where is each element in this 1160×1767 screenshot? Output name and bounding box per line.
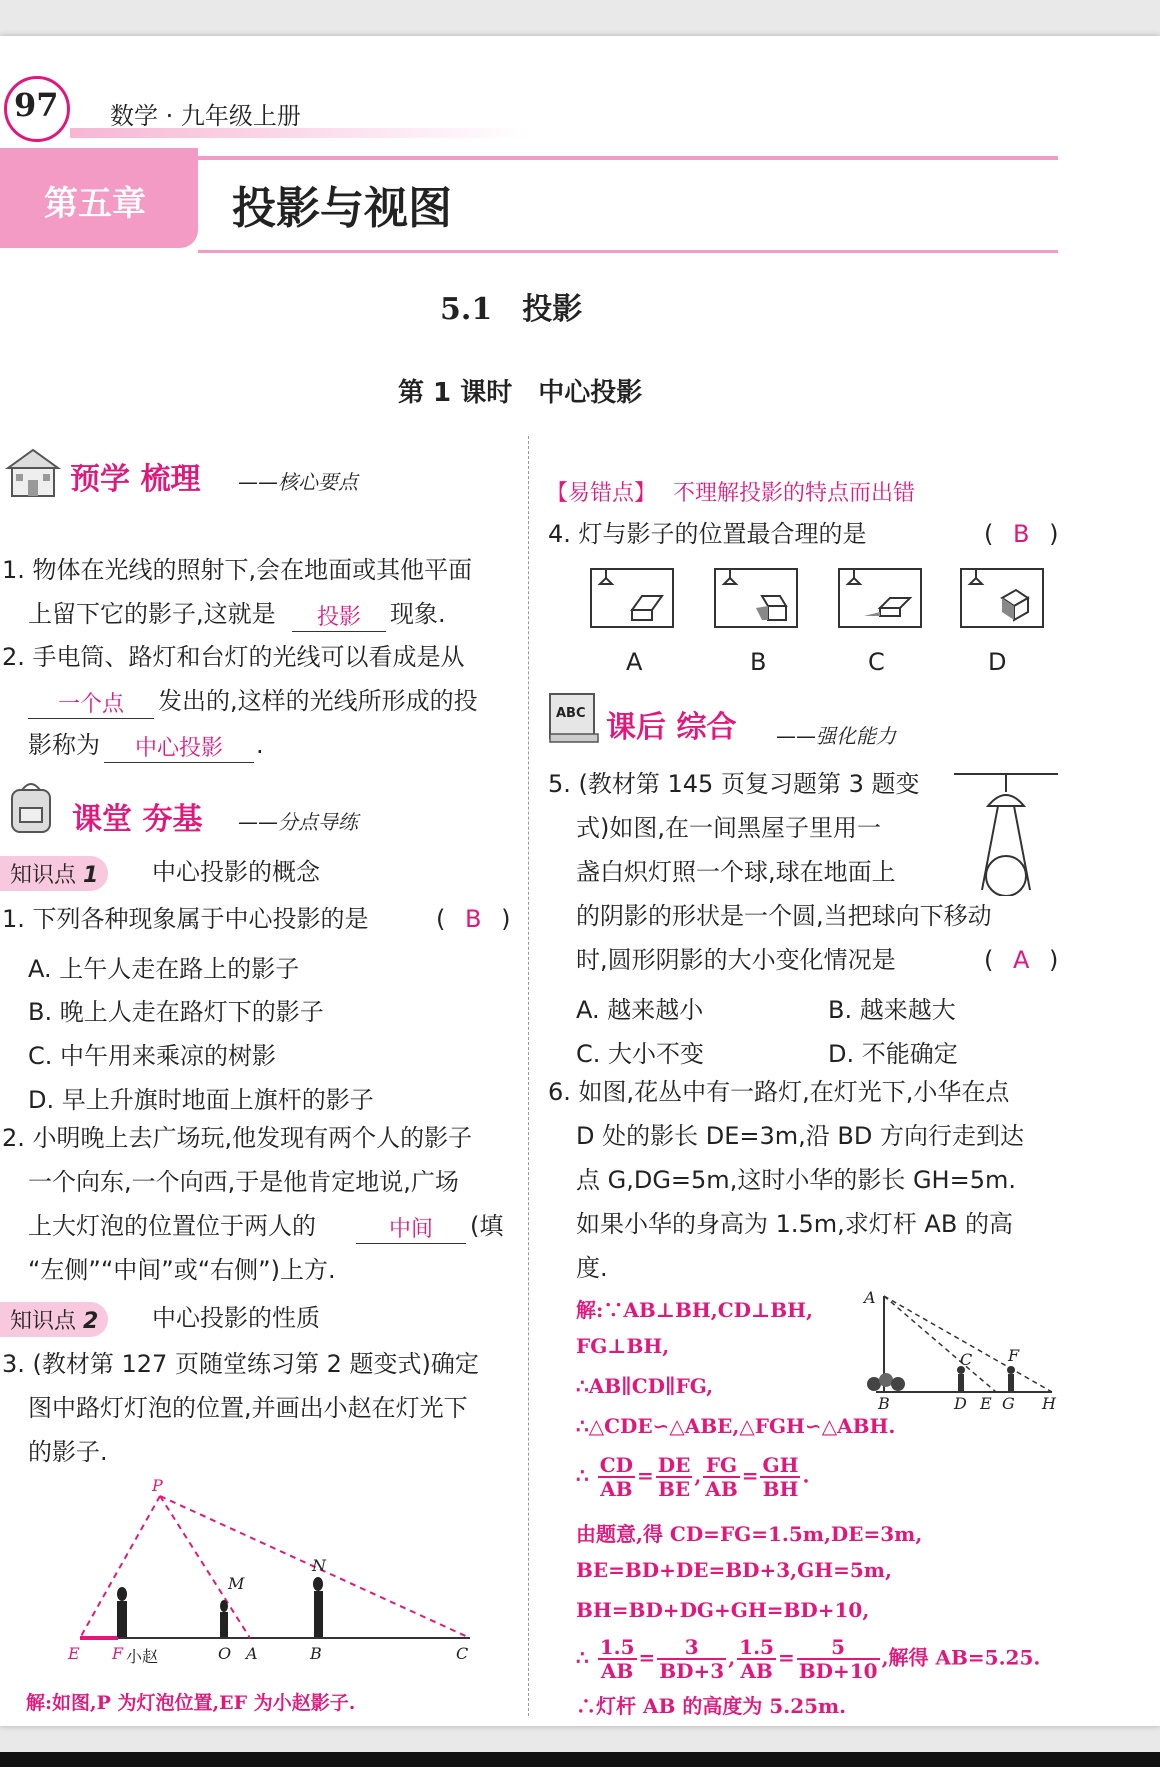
q3-label-p: P (152, 1476, 163, 1495)
q5-line5: 时,圆形阴影的大小变化情况是 (576, 946, 896, 974)
q2-line4: “左侧”“中间”或“右侧”)上方. (28, 1256, 336, 1284)
q3-solution: 解:如图,P 为灯泡位置,EF 为小赵影子. (26, 1692, 356, 1714)
lesson-title: 第 1 课时 中心投影 (398, 378, 643, 408)
q6-line3: 点 G,DG=5m,这时小华的影长 GH=5m. (576, 1166, 1016, 1194)
textbook-page (0, 36, 1160, 1726)
q3-label-c: C (456, 1644, 469, 1663)
q4-figure-d (960, 568, 1044, 628)
q6-label-h: H (1042, 1394, 1056, 1413)
q6-label-e: E (980, 1394, 992, 1413)
q3-label-f: F (112, 1644, 124, 1663)
q2-line2: 一个向东,一个向西,于是他肯定地说,广场 (28, 1168, 459, 1196)
q4-label-c: C (868, 648, 885, 676)
q1-option-b: B. 晚上人走在路灯下的影子 (28, 998, 324, 1026)
page-number: 97 (14, 86, 59, 124)
preview-subtitle: ——核心要点 (238, 470, 358, 494)
section-title: 5.1 投影 (440, 292, 583, 327)
q5-option-c: C. 大小不变 (576, 1040, 705, 1068)
preview-item-2-line1: 2. 手电筒、路灯和台灯的光线可以看成是从 (2, 643, 465, 671)
preview-item-2-line2: 发出的,这样的光线所形成的投 (158, 687, 478, 715)
q6-line4: 如果小华的身高为 1.5m,求灯杆 AB 的高 (576, 1210, 1013, 1238)
q5-line4: 的阴影的形状是一个圆,当把球向下移动 (576, 902, 992, 930)
q6-solution-equation: ∴ $\frac{1.5}{AB}$ = $\frac{3}{BD+3}$ , $\frac{1.5}{AB}$ = $\frac{5}{BD+10}$ ,解得 AB=5.25. (576, 1635, 1041, 1683)
q1-option-c: C. 中午用来乘凉的树影 (28, 1042, 277, 1070)
q3-line3: 的影子. (28, 1438, 108, 1466)
q3-label-m: M (228, 1574, 245, 1593)
knowledge-point-2-tag: 知识点 2 (0, 1302, 108, 1337)
q6-solution-conclusion: ∴灯杆 AB 的高度为 5.25m. (576, 1694, 847, 1718)
q3-line1: 3. (教材第 127 页随堂练习第 2 题变式)确定 (2, 1350, 479, 1378)
q2-answer: 中间 (356, 1212, 466, 1244)
knowledge-point-2-title: 中心投影的性质 (152, 1304, 320, 1332)
chapter-title: 投影与视图 (232, 183, 452, 234)
q1-option-d: D. 早上升旗时地面上旗杆的影子 (28, 1086, 374, 1114)
column-divider (528, 436, 529, 1716)
preview-item-2-answer1: 一个点 (28, 687, 154, 719)
preview-heading: 预学 梳理 (70, 462, 201, 497)
q5-option-b: B. 越来越大 (828, 996, 956, 1024)
q6-label-g: G (1002, 1394, 1015, 1413)
q6-solution-line3: ∴AB∥CD∥FG, (576, 1374, 714, 1398)
after-class-subtitle: ——强化能力 (776, 724, 896, 748)
q2-line1: 2. 小明晚上去广场玩,他发现有两个人的影子 (2, 1124, 473, 1152)
q6-solution-line1: 解:∵AB⊥BH,CD⊥BH, (576, 1298, 813, 1322)
q6-solution-line4: ∴△CDE∽△ABE,△FGH∽△ABH. (576, 1414, 896, 1438)
q6-label-d: D (954, 1394, 967, 1413)
q2-line3b: (填 (470, 1212, 504, 1240)
chapter-label: 第五章 (44, 184, 146, 224)
q4-figure-b (714, 568, 798, 628)
preview-item-1-line2b: 现象. (390, 600, 446, 628)
knowledge-point-1-title: 中心投影的概念 (152, 858, 320, 886)
q6-figure (856, 1288, 1056, 1412)
book-title: 数学 · 九年级上册 (110, 102, 301, 130)
preview-item-2-line3a: 影称为 (28, 731, 100, 759)
q5-line1: 5. (教材第 145 页复习题第 3 题变 (548, 770, 920, 798)
q4-label-b: B (750, 648, 767, 676)
preview-item-1-answer: 投影 (292, 600, 386, 632)
q3-label-b: B (310, 1644, 322, 1663)
preview-item-1-line1: 1. 物体在光线的照射下,会在地面或其他平面 (2, 556, 473, 584)
q3-figure (60, 1476, 480, 1676)
q6-label-f: F (1008, 1346, 1020, 1365)
q4-stem: 4. 灯与影子的位置最合理的是 (548, 520, 867, 548)
q3-label-n: N (312, 1556, 326, 1575)
q1-answer: ( B ) (436, 905, 511, 933)
q6-solution-line2: FG⊥BH, (576, 1334, 670, 1358)
q6-solution-line8: BH=BD+DG+GH=BD+10, (576, 1598, 870, 1622)
q5-line3: 盏白炽灯照一个球,球在地面上 (576, 858, 896, 886)
backpack-icon (4, 778, 58, 836)
q3-label-a: A (246, 1644, 258, 1663)
classroom-heading: 课堂 夯基 (72, 802, 203, 837)
q4-figure-c (838, 568, 922, 628)
q6-line5: 度. (576, 1254, 608, 1282)
abc-book-label: ABC (556, 706, 586, 721)
q6-label-a: A (864, 1288, 876, 1307)
q3-label-e: E (68, 1644, 80, 1663)
q3-label-xiaozhao: 小赵 (126, 1647, 159, 1666)
chapter-rule-bottom (198, 250, 1058, 253)
q5-lamp-figure (954, 766, 1060, 896)
q6-label-c: C (960, 1350, 973, 1369)
q5-option-a: A. 越来越小 (576, 996, 704, 1024)
q1-option-a: A. 上午人走在路上的影子 (28, 955, 300, 983)
q5-answer: ( A ) (984, 946, 1059, 974)
q3-line2: 图中路灯灯泡的位置,并画出小赵在灯光下 (28, 1394, 468, 1422)
q6-solution-line7: BE=BD+DE=BD+3,GH=5m, (576, 1558, 892, 1582)
q6-solution-ratio: ∴ $\frac{CD}{AB}$ = $\frac{DE}{BE}$ , $\frac{FG}{AB}$ = $\frac{GH}{BH}$ . (576, 1453, 810, 1501)
after-class-heading: 课后 综合 (606, 710, 737, 745)
chapter-rule-top (198, 156, 1058, 160)
q5-line2: 式)如图,在一间黑屋子里用一 (576, 814, 881, 842)
q6-line1: 6. 如图,花丛中有一路灯,在灯光下,小华在点 (548, 1078, 1010, 1106)
q1-stem: 1. 下列各种现象属于中心投影的是 (2, 905, 369, 933)
q3-label-o: O (218, 1644, 232, 1663)
knowledge-point-1-tag: 知识点 1 (0, 856, 108, 891)
bottom-bar (0, 1752, 1160, 1767)
preview-item-2-line3b: . (256, 731, 264, 759)
q6-solution-line6: 由题意,得 CD=FG=1.5m,DE=3m, (576, 1522, 923, 1546)
q5-option-d: D. 不能确定 (828, 1040, 958, 1068)
q4-label-d: D (988, 648, 1007, 676)
q6-label-b: B (878, 1394, 890, 1413)
q4-figure-a (590, 568, 674, 628)
q6-line2: D 处的影长 DE=3m,沿 BD 方向行走到达 (576, 1122, 1024, 1150)
q4-answer: ( B ) (984, 520, 1059, 548)
school-icon (4, 446, 62, 498)
classroom-subtitle: ——分点导练 (238, 810, 358, 834)
q2-line3a: 上大灯泡的位置位于两人的 (28, 1212, 316, 1240)
q4-label-a: A (626, 648, 643, 676)
preview-item-1-line2a: 上留下它的影子,这就是 (28, 600, 276, 628)
error-point-heading: 【易错点】 不理解投影的特点而出错 (546, 481, 916, 506)
preview-item-2-answer2: 中心投影 (104, 731, 254, 763)
